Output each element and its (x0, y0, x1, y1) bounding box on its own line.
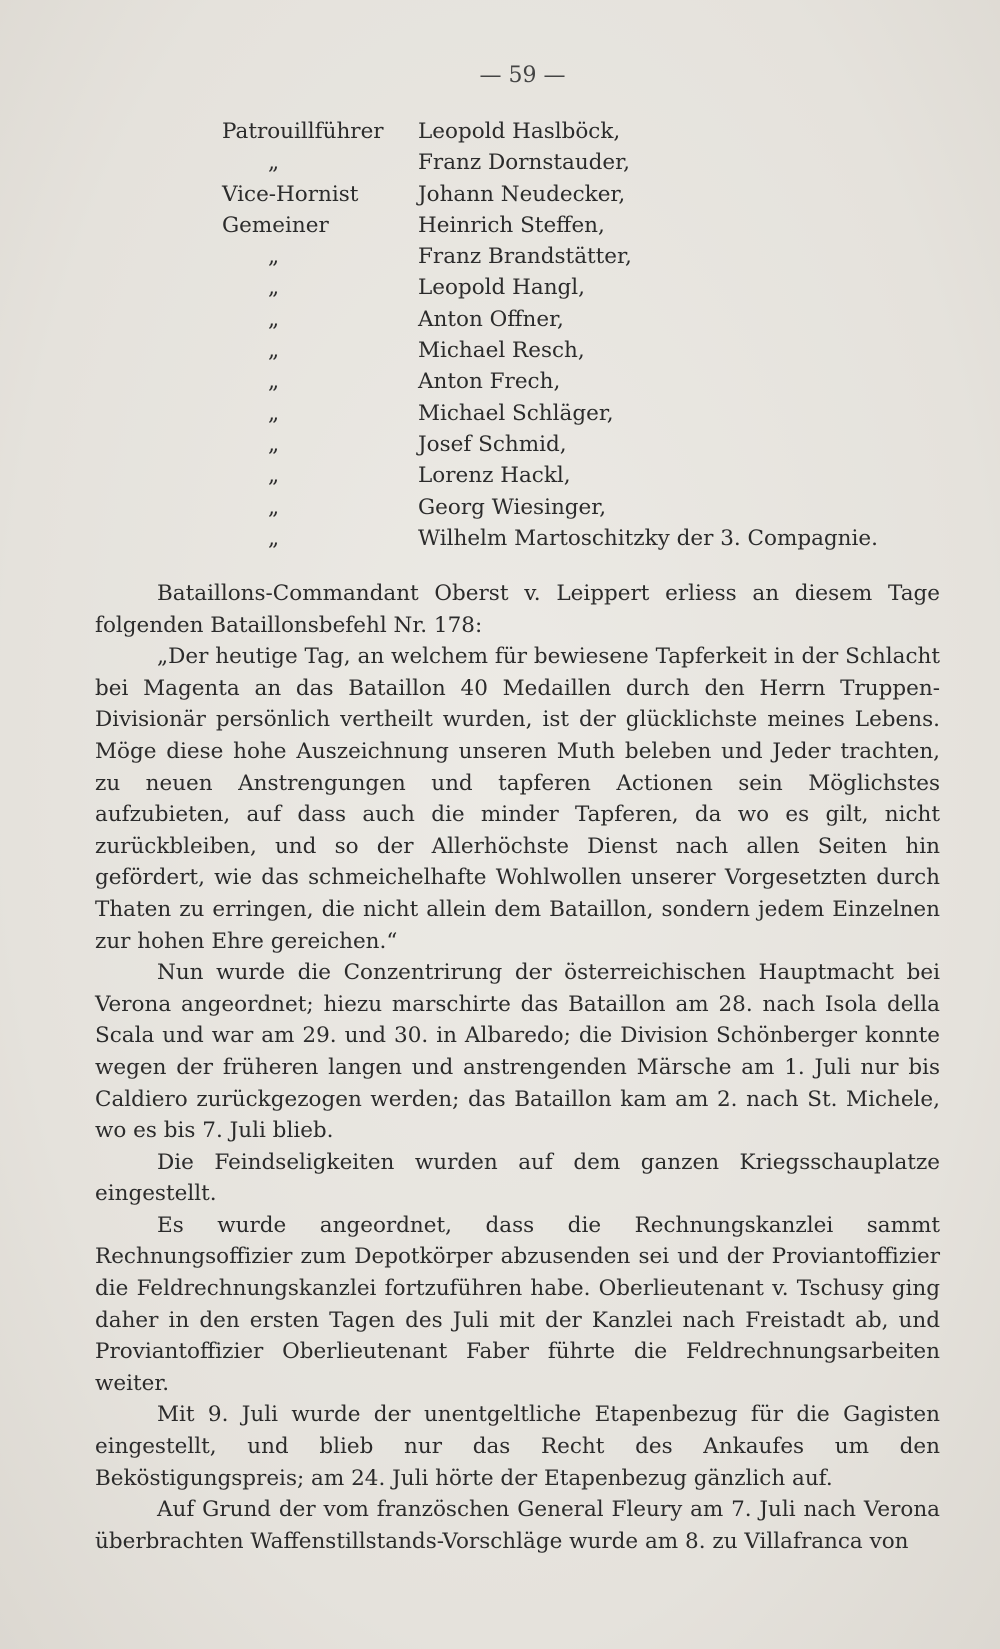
paragraph: Auf Grund der vom französchen General Fleury am 7. Juli nach Verona überbrachten Waffenstillstands-Vorschläge wurde am 8. zu Villafranca von (95, 1497, 940, 1554)
roster-name: Lorenz Hackl, (418, 463, 571, 489)
paragraph: Bataillons-Commandant Oberst v. Leippert erliess an diesem Tage folgenden Bataillonsbefehl Nr. 178: (95, 581, 940, 638)
roster-row (0, 460, 1000, 491)
roster-row (0, 304, 1000, 335)
roster-rank: „ (268, 369, 280, 395)
roster-name: Franz Brandstätter, (418, 244, 632, 270)
roster-row (0, 272, 1000, 303)
paragraph: Es wurde angeordnet, dass die Rechnungskanzlei sammt Rechnungsoffizier zum Depotkörper abzusenden sei und der Proviantoffizier die Feldrechnungskanzlei fortzuführen habe. Oberlieutenant v. Tschusy ging daher in den ersten Tagen des Juli mit der Kanzlei nach Freistadt ab, und Proviantoffizier Oberlieutenant Faber führte die Feldrechnungsarbeiten weiter. (95, 1212, 940, 1396)
roster-rank: „ (268, 431, 280, 457)
roster-rank: Vice-Hornist (222, 181, 359, 207)
roster-name: Georg Wiesinger, (418, 494, 607, 520)
roster-rank: „ (268, 150, 280, 176)
roster-rank: „ (268, 463, 280, 489)
roster-rank: „ (268, 494, 280, 520)
roster-rank: „ (268, 306, 280, 332)
paragraph: Die Feindseligkeiten wurden auf dem ganzen Kriegsschauplatze eingestellt. (95, 1149, 940, 1207)
roster-row (0, 335, 1000, 366)
roster-name: Franz Dornstauder, (418, 150, 630, 176)
roster-name: Wilhelm Martoschitzky der 3. Compagnie. (418, 525, 878, 551)
roster-name: Leopold Hangl, (418, 275, 586, 301)
body-text (95, 578, 940, 1557)
paragraph: „Der heutige Tag, an welchem für bewiesene Tapferkeit in der Schlacht bei Magenta an das Bataillon 40 Medaillen durch den Herrn Truppen-Divisionär persönlich vertheilt wurden, ist der glücklichste meines Lebens. Möge diese hohe Auszeichnung unseren Muth beleben und Jeder trachten, zu neuen Anstrengungen und tapferen Actionen sein Möglichstes aufzubieten, auf dass auch die minder Tapferen, da wo es gilt, nicht zurückbleiben, und so der Allerhöchste Dienst nach allen Seiten hin gefördert, wie das schmeichelhafte Wohlwollen unserer Vorgesetzten durch Thaten zu erringen, die nicht allein dem Bataillon, sondern jedem Einzelnen zur hohen Ehre gereichen.“ (95, 644, 940, 954)
roster-row (0, 398, 1000, 429)
roster-rank: Gemeiner (222, 212, 329, 238)
roster-row (0, 210, 1000, 241)
page-number: — 59 — (479, 63, 566, 88)
roster-name: Anton Offner, (418, 306, 564, 332)
roster-rank: „ (268, 275, 280, 301)
roster-name: Josef Schmid, (418, 431, 567, 457)
roster-name: Michael Schläger, (418, 400, 614, 426)
soldier-roster (0, 116, 1000, 554)
roster-name: Leopold Haslböck, (418, 119, 621, 144)
roster-rank: „ (268, 525, 280, 551)
roster-row (0, 366, 1000, 397)
roster-row (0, 116, 1000, 147)
roster-row (0, 241, 1000, 272)
roster-rank: Patrouillführer (222, 119, 384, 144)
roster-name: Anton Frech, (418, 369, 561, 395)
paragraph: Mit 9. Juli wurde der unentgeltliche Etapenbezug für die Gagisten eingestellt, und blieb nur das Recht des Ankaufes um den Beköstigungspreis; am 24. Juli hörte der Etapenbezug gänzlich auf. (95, 1402, 940, 1491)
paragraph: Nun wurde die Conzentrirung der österreichischen Hauptmacht bei Verona angeordnet; hiezu marschirte das Bataillon am 28. nach Isola della Scala und war am 29. und 30. in Albaredo; die Division Schönberger konnte wegen der früheren langen und anstrengenden Märsche am 1. Juli nur bis Caldiero zurückgezogen werden; das Bataillon kam am 2. nach St. Michele, wo es bis 7. Juli blieb. (95, 960, 940, 1144)
roster-row (0, 179, 1000, 210)
roster-name: Heinrich Steffen, (418, 212, 605, 238)
roster-row (0, 492, 1000, 523)
roster-name: Johann Neudecker, (418, 181, 626, 207)
roster-rank: „ (268, 338, 280, 364)
roster-row (0, 523, 1000, 554)
roster-row (0, 429, 1000, 460)
roster-rank: „ (268, 400, 280, 426)
roster-name: Michael Resch, (418, 338, 585, 364)
roster-rank: „ (268, 244, 280, 270)
roster-row (0, 147, 1000, 178)
